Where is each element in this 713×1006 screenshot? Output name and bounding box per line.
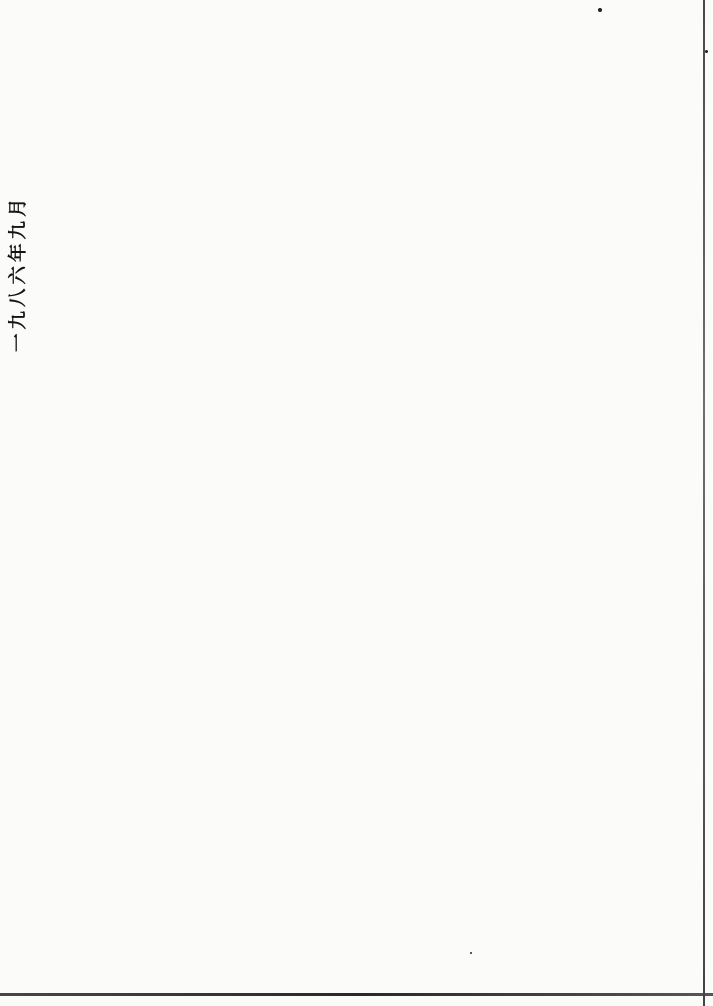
rotated-text-block <box>0 52 48 1006</box>
page-edge-bottom <box>0 993 713 996</box>
signature-date: 一九八六年九月 <box>8 194 29 352</box>
page-edge-right <box>703 0 705 1006</box>
text-block-inner <box>0 52 48 1006</box>
scan-speck <box>598 8 602 12</box>
scan-speck <box>705 50 708 53</box>
scan-speck <box>470 952 472 954</box>
